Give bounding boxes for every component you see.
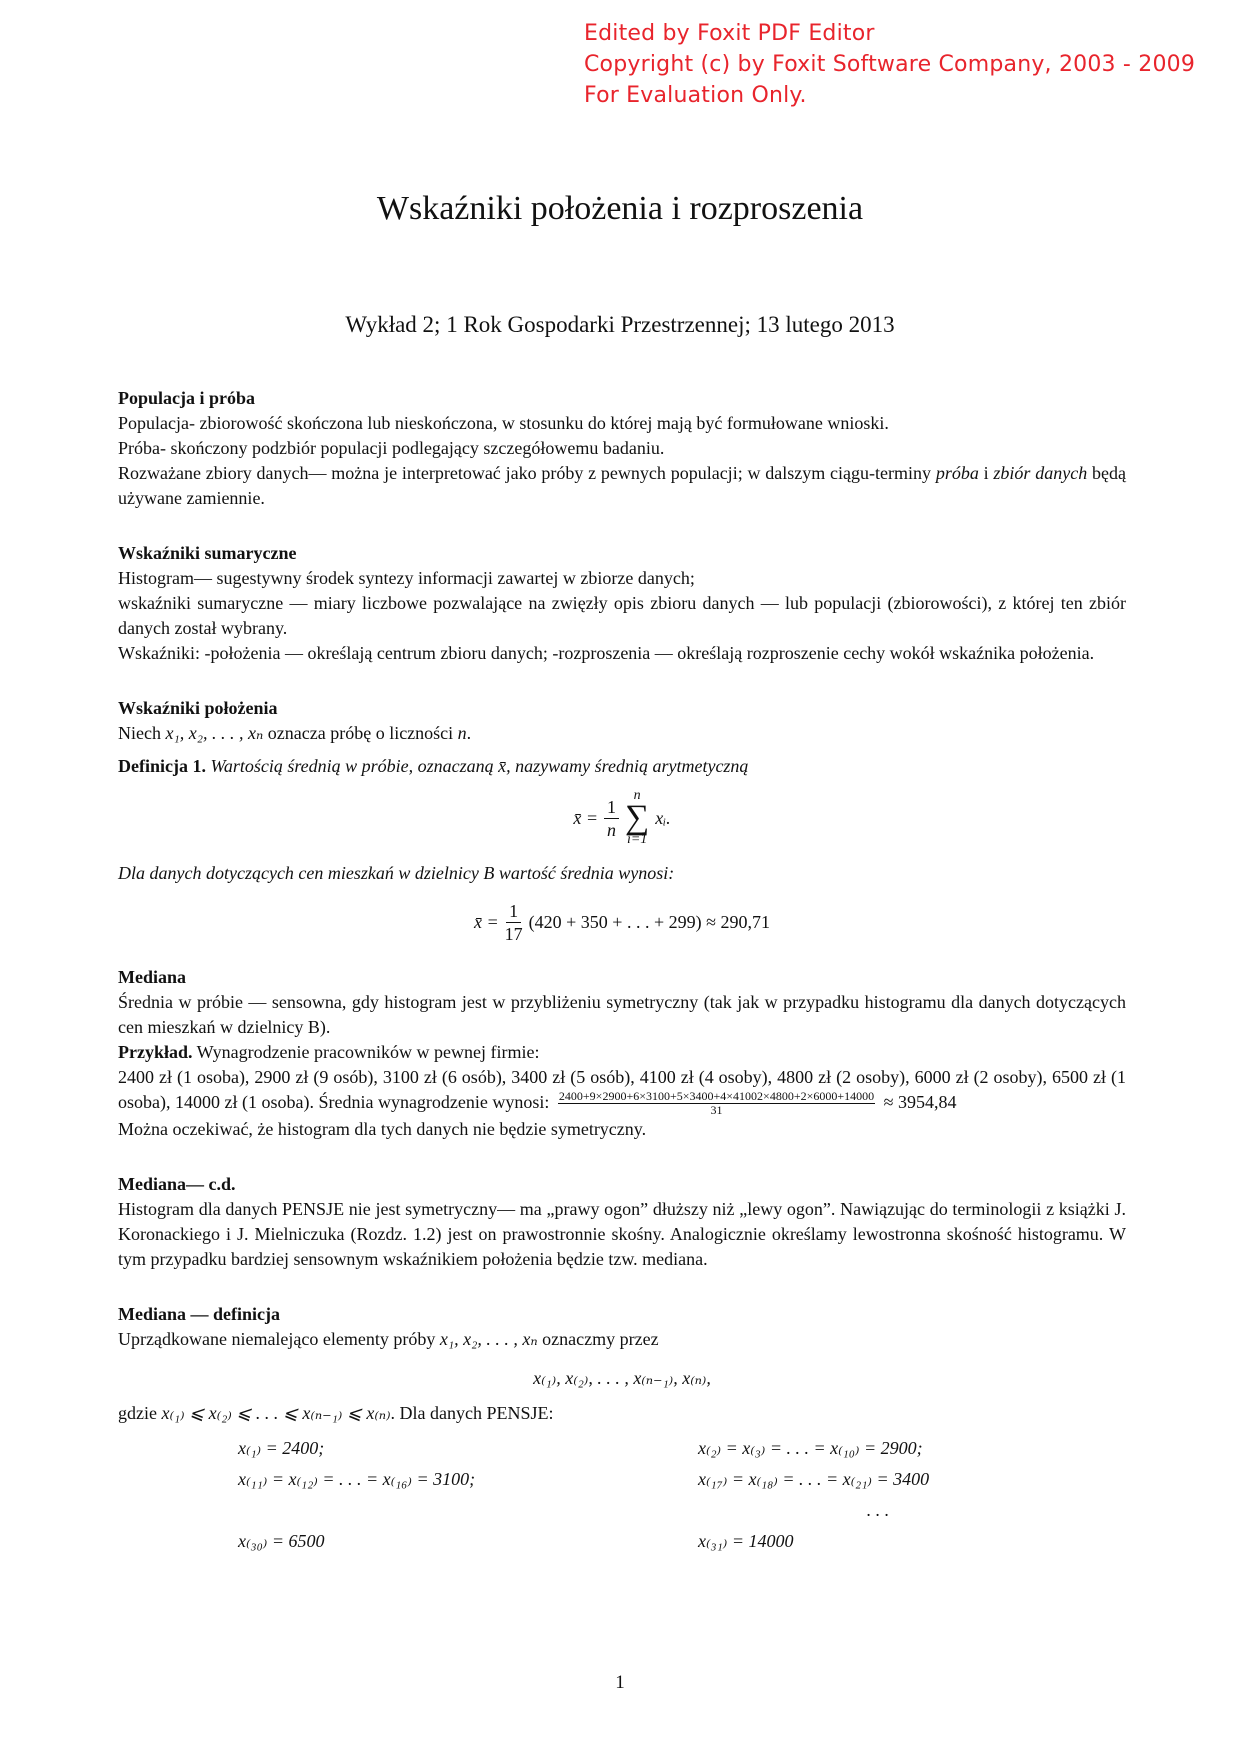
paragraph: Można oczekiwać, że histogram dla tych danych nie będzie symetryczny. xyxy=(118,1119,647,1140)
value-row: x₍₃₀₎ = 6500 xyxy=(238,1531,325,1552)
section-heading: Mediana — definicja xyxy=(118,1304,280,1325)
value-row: x₍₃₁₎ = 14000 xyxy=(698,1531,794,1552)
salary-fraction: $\frac{2400+9\times 2900+6\times 3100+5\times 3400+4\times 41002\times 4800+2\times 6000+14000}{31}$ xyxy=(558,1089,875,1118)
section-median-continued xyxy=(118,1172,1126,1272)
value-row: x₍₂₎ = x₍₃₎ = . . . = x₍₁₀₎ = 2900; xyxy=(698,1438,923,1459)
paragraph: Średnia w próbie — sensowna, gdy histogram jest w przybliżeniu symetryczny (tak jak w przypadku histogramu dla danych dotyczących cen mieszkań w dzielnicy B). xyxy=(118,992,1126,1037)
paragraph: gdzie x₍₁₎ ⩽ x₍₂₎ ⩽ . . . ⩽ x₍ₙ₋₁₎ ⩽ x₍ₙ₎. Dla danych PENSJE: xyxy=(118,1403,554,1424)
paragraph: Wskaźniki: -położenia — określają centrum zbioru danych; -rozproszenia — określają rozproszenie cechy wokół wskaźnika położenia. xyxy=(118,643,1095,663)
section-heading: Populacja i próba xyxy=(118,388,256,408)
paragraph: Niech x₁, x₂, . . . , xₙ oznacza próbę o liczności n. xyxy=(118,723,472,743)
equation-mean-example: x̄ = $\frac{1}{17}$ (420 + 350 + . . . + 299) ≈ 290,71 xyxy=(474,901,770,944)
value-row: x₍₁₁₎ = x₍₁₂₎ = . . . = x₍₁₆₎ = 3100; xyxy=(238,1469,476,1490)
section-population-sample xyxy=(118,386,1126,511)
section-heading: Mediana— c.d. xyxy=(118,1174,236,1195)
paragraph: Histogram— sugestywny środek syntezy informacji zawartej w zbiorze danych; xyxy=(118,568,695,588)
paragraph: Populacja- zbiorowość skończona lub nieskończona, w stosunku do której mają być formułowane wnioski. xyxy=(118,413,889,433)
watermark-line-2: Copyright (c) by Foxit Software Company, 2003 - 2009 xyxy=(584,52,1196,77)
paragraph: Rozważane zbiory danych— można je interpretować jako próby z pewnych populacji; w dalszym ciągu-terminy próba i zbiór danych będą używane zamiennie. xyxy=(118,463,1126,508)
document-subtitle: Wykład 2; 1 Rok Gospodarki Przestrzennej; 13 lutego 2013 xyxy=(345,312,895,337)
paragraph: Uprządkowane niemalejąco elementy próby x₁, x₂, . . . , xₙ oznaczmy przez xyxy=(118,1329,659,1350)
section-heading: Mediana xyxy=(118,967,187,987)
evaluation-watermark xyxy=(584,18,1195,111)
paragraph: wskaźniki sumaryczne — miary liczbowe pozwalające na zwięzły opis zbioru danych — lub populacji (zbiorowości), z której ten zbiór danych został wybrany. xyxy=(118,593,1126,638)
example-text: Dla danych dotyczących cen mieszkań w dzielnicy B wartość średnia wynosi: xyxy=(118,863,675,883)
document-title: Wskaźniki położenia i rozproszenia xyxy=(376,190,864,227)
value-row: x₍₁₇₎ = x₍₁₈₎ = . . . = x₍₂₁₎ = 3400 xyxy=(698,1469,930,1490)
watermark-line-1: Edited by Foxit PDF Editor xyxy=(584,21,875,46)
ellipsis: . . . xyxy=(866,1500,890,1521)
section-location-indicators xyxy=(118,696,1126,945)
document-body xyxy=(118,386,1126,1584)
section-median xyxy=(118,965,1126,1142)
page-number: 1 xyxy=(615,1672,625,1693)
section-heading: Wskaźniki położenia xyxy=(118,698,278,718)
paragraph: Histogram dla danych PENSJE nie jest symetryczny— ma „prawy ogon” dłuższy niż „lewy ogon”. Nawiązując do terminologii z książki J. Koronackiego i J. Mielniczuka (Rozdz. 1.2) jest on prawostronnie skośny. Analogicznie określamy lewostronna skośność histogramu. W tym przypadku bardziej sensownym wskaźnikiem położenia będzie tzw. mediana. xyxy=(118,1199,1126,1270)
equation-order-statistics: x₍₁₎, x₍₂₎, . . . , x₍ₙ₋₁₎, x₍ₙ₎, xyxy=(533,1368,711,1389)
value-row: x₍₁₎ = 2400; xyxy=(238,1438,325,1459)
paragraph: Przykład. Wynagrodzenie pracowników w pewnej firmie: xyxy=(118,1042,540,1062)
order-statistics-values xyxy=(238,1436,1126,1554)
equation-mean: x̄ = $\frac{1}{n}$ n ∑ i=1 xᵢ. xyxy=(573,788,671,847)
definition: Definicja 1. Wartością średnią w próbie, oznaczaną x̄, nazywamy średnią arytmetyczną xyxy=(118,756,749,776)
paragraph: 2400 zł (1 osoba), 2900 zł (9 osób), 3100 zł (6 osób), 3400 zł (5 osób), 4100 zł (4 osoby), 4800 zł (2 osoby), 6000 zł (2 osoby), 6500 zł (1 osoba), 14000 zł (1 osoba). Średnia wynagrodzenie wynosi: $\frac{2400+9\times 2900+6\times 3100+5\times 3400+4\times 41002\times 4800+2\times 6000+14000}{31}$ ≈ 3954,84 xyxy=(118,1067,1126,1118)
paragraph: Próba- skończony podzbiór populacji podlegający szczegółowemu badaniu. xyxy=(118,438,665,458)
section-summary-indicators xyxy=(118,541,1126,666)
section-median-definition xyxy=(118,1302,1126,1554)
watermark-line-3: For Evaluation Only. xyxy=(584,83,807,108)
section-heading: Wskaźniki sumaryczne xyxy=(118,543,297,563)
